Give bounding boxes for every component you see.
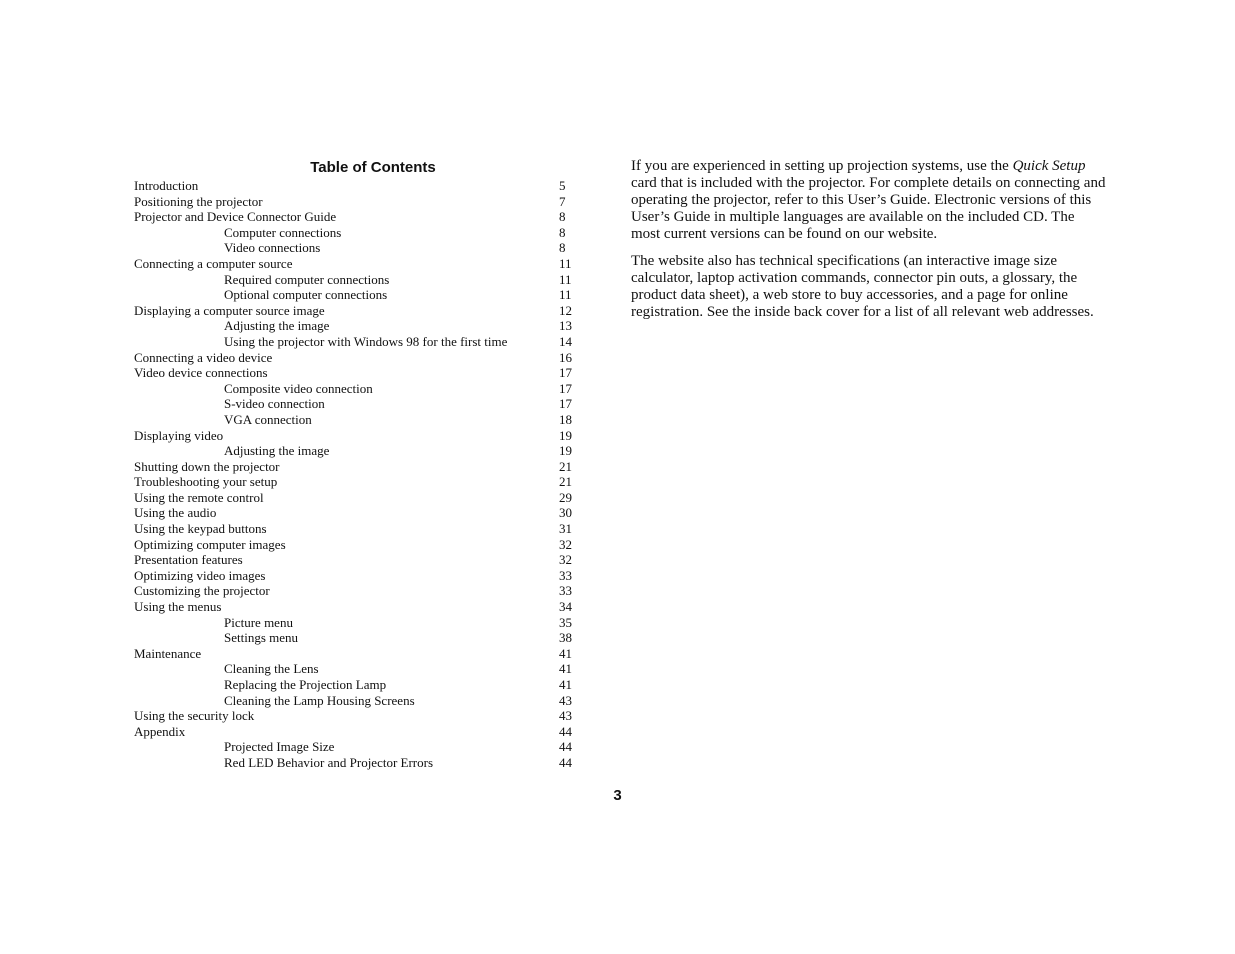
toc-entry-label: Troubleshooting your setup bbox=[134, 474, 278, 490]
toc-entry-label: Video connections bbox=[224, 240, 321, 256]
toc-entry-label: Maintenance bbox=[134, 645, 202, 661]
toc-entry-label: Customizing the projector bbox=[134, 583, 270, 599]
toc-entry-label: Adjusting the image bbox=[224, 443, 330, 459]
toc-entry-page: 34 bbox=[559, 599, 572, 615]
toc-entry bbox=[134, 287, 579, 303]
toc-entry bbox=[134, 381, 579, 397]
intro-paragraph-2: The website also has technical specifications (an interactive image size calculator, laptop activation commands, connector pin outs, a glossary, the product data sheet), a web store to buy accessories, and a page for online registration. See the inside back cover for a list of all relevant web addresses. bbox=[631, 253, 1094, 320]
toc-entry-page: 35 bbox=[559, 614, 572, 630]
toc-entry-label: Cleaning the Lens bbox=[224, 661, 319, 677]
toc-entry bbox=[134, 505, 579, 521]
intro-text bbox=[631, 158, 1106, 331]
toc-entry-page: 11 bbox=[559, 255, 572, 271]
toc-entry-label: Video device connections bbox=[134, 365, 268, 381]
toc-entry-page: 7 bbox=[559, 193, 566, 209]
toc-entry-page: 8 bbox=[559, 209, 566, 225]
toc-entry-page: 19 bbox=[559, 427, 572, 443]
toc-entry-label: Cleaning the Lamp Housing Screens bbox=[224, 692, 415, 708]
toc-entry bbox=[134, 412, 579, 428]
toc-entry-page: 18 bbox=[559, 411, 572, 427]
toc-entry-page: 41 bbox=[559, 677, 572, 692]
toc-entry-label: Adjusting the image bbox=[224, 318, 330, 334]
toc-entry bbox=[134, 459, 579, 475]
toc-entry bbox=[134, 693, 579, 709]
toc-entry-label: Connecting a video device bbox=[134, 349, 273, 365]
toc-entry-label: Computer connections bbox=[224, 224, 342, 240]
toc-entry bbox=[134, 350, 579, 366]
toc-entry-page: 31 bbox=[559, 521, 572, 537]
toc-entry-page: 21 bbox=[559, 474, 572, 490]
table-of-contents bbox=[134, 158, 579, 771]
toc-entry-page: 17 bbox=[559, 396, 572, 412]
toc-entry-label: Settings menu bbox=[224, 630, 299, 646]
toc-entry-page: 17 bbox=[559, 380, 572, 396]
toc-entry bbox=[134, 209, 579, 225]
toc-entry bbox=[134, 396, 579, 412]
toc-entry-label: Using the keypad buttons bbox=[134, 521, 267, 537]
toc-entry-page: 44 bbox=[559, 739, 572, 755]
toc-entry bbox=[134, 661, 579, 677]
toc-entry-label: Red LED Behavior and Projector Errors bbox=[224, 754, 434, 770]
toc-entry bbox=[134, 568, 579, 584]
toc-entry bbox=[134, 303, 579, 319]
toc-entry bbox=[134, 615, 579, 631]
toc-entry bbox=[134, 521, 579, 537]
toc-entry-page: 41 bbox=[559, 645, 572, 661]
toc-entry-page: 43 bbox=[559, 692, 572, 708]
toc-entry bbox=[134, 443, 579, 459]
toc-entry-label: Using the projector with Windows 98 for the first time bbox=[224, 333, 508, 349]
toc-entry-label: S-video connection bbox=[224, 396, 325, 412]
toc-entry-label: Using the menus bbox=[134, 599, 222, 615]
toc-entry-label: Introduction bbox=[134, 178, 199, 193]
toc-entry-page: 38 bbox=[559, 630, 572, 646]
toc-entry-page: 29 bbox=[559, 489, 572, 505]
intro-paragraph-1 bbox=[631, 158, 1106, 243]
toc-entry-label: Projected Image Size bbox=[224, 739, 335, 755]
toc-entry bbox=[134, 225, 579, 241]
toc-entry-label: Picture menu bbox=[224, 614, 293, 630]
toc-entry-page: 33 bbox=[559, 583, 572, 599]
toc-entry bbox=[134, 178, 579, 194]
toc-entry bbox=[134, 630, 579, 646]
toc-entry bbox=[134, 599, 579, 615]
toc-entry-page: 19 bbox=[559, 443, 572, 459]
toc-entry-page: 21 bbox=[559, 458, 572, 474]
toc-entry bbox=[134, 490, 579, 506]
toc-entry-label: Positioning the projector bbox=[134, 193, 263, 209]
toc-entry-list bbox=[134, 178, 579, 771]
toc-entry bbox=[134, 428, 579, 444]
toc-entry-page: 32 bbox=[559, 536, 572, 552]
toc-title: Table of Contents bbox=[310, 159, 436, 176]
toc-entry-page: 8 bbox=[559, 224, 566, 240]
toc-entry bbox=[134, 272, 579, 288]
toc-entry-label: Connecting a computer source bbox=[134, 255, 293, 271]
toc-entry-label: Using the remote control bbox=[134, 489, 264, 505]
toc-entry bbox=[134, 240, 579, 256]
toc-entry-page: 44 bbox=[559, 723, 572, 739]
toc-entry bbox=[134, 194, 579, 210]
intro-paragraph-1-end: card that is included with the projector. For complete details on connecting and operating the projector, refer to this User’s Guide. Electronic versions of this User’s Guide in multiple languages are available on the included CD. The most current versions can be found on our website. bbox=[631, 175, 1106, 242]
toc-entry-label: Optimizing computer images bbox=[134, 536, 286, 552]
toc-entry-label: Optional computer connections bbox=[224, 287, 388, 303]
toc-entry bbox=[134, 537, 579, 553]
toc-entry-label: Using the security lock bbox=[134, 708, 255, 724]
toc-entry bbox=[134, 318, 579, 334]
toc-entry-page: 14 bbox=[559, 333, 572, 349]
toc-entry bbox=[134, 724, 579, 740]
toc-entry-page: 30 bbox=[559, 505, 572, 521]
toc-entry-label: Required computer connections bbox=[224, 271, 390, 287]
toc-entry bbox=[134, 646, 579, 662]
toc-entry bbox=[134, 708, 579, 724]
toc-entry-page: 13 bbox=[559, 318, 572, 334]
toc-entry bbox=[134, 583, 579, 599]
toc-entry bbox=[134, 474, 579, 490]
toc-entry bbox=[134, 755, 579, 771]
quick-setup-reference: Quick Setup bbox=[1012, 158, 1086, 174]
toc-entry-label: Displaying video bbox=[134, 427, 224, 443]
toc-entry-label: Displaying a computer source image bbox=[134, 302, 325, 318]
toc-entry bbox=[134, 677, 579, 693]
toc-entry-page: 41 bbox=[559, 661, 572, 677]
toc-entry bbox=[134, 256, 579, 272]
toc-entry-label: Optimizing video images bbox=[134, 567, 266, 583]
toc-entry bbox=[134, 365, 579, 381]
toc-entry-page: 17 bbox=[559, 365, 572, 381]
toc-entry-page: 33 bbox=[559, 567, 572, 583]
toc-entry-label: Appendix bbox=[134, 723, 186, 739]
toc-entry-page: 12 bbox=[559, 302, 572, 318]
toc-entry-page: 11 bbox=[559, 271, 572, 287]
intro-paragraph-1-start: If you are experienced in setting up projection systems, use the bbox=[631, 158, 1013, 174]
toc-entry bbox=[134, 552, 579, 568]
toc-entry-page: 44 bbox=[559, 754, 572, 770]
toc-entry bbox=[134, 739, 579, 755]
page-number: 3 bbox=[613, 787, 622, 804]
toc-entry-page: 32 bbox=[559, 552, 572, 568]
toc-entry-page: 16 bbox=[559, 349, 572, 365]
toc-entry-label: Using the audio bbox=[134, 505, 217, 521]
toc-entry bbox=[134, 334, 579, 350]
toc-entry-label: Presentation features bbox=[134, 552, 243, 568]
toc-entry-page: 5 bbox=[559, 178, 566, 193]
toc-entry-label: Shutting down the projector bbox=[134, 458, 280, 474]
toc-entry-label: VGA connection bbox=[224, 411, 312, 427]
toc-entry-page: 43 bbox=[559, 708, 572, 724]
toc-entry-label: Replacing the Projection Lamp bbox=[224, 677, 387, 692]
toc-entry-page: 11 bbox=[559, 287, 572, 303]
toc-entry-label: Projector and Device Connector Guide bbox=[134, 209, 337, 225]
toc-entry-page: 8 bbox=[559, 240, 566, 256]
toc-entry-label: Composite video connection bbox=[224, 380, 373, 396]
